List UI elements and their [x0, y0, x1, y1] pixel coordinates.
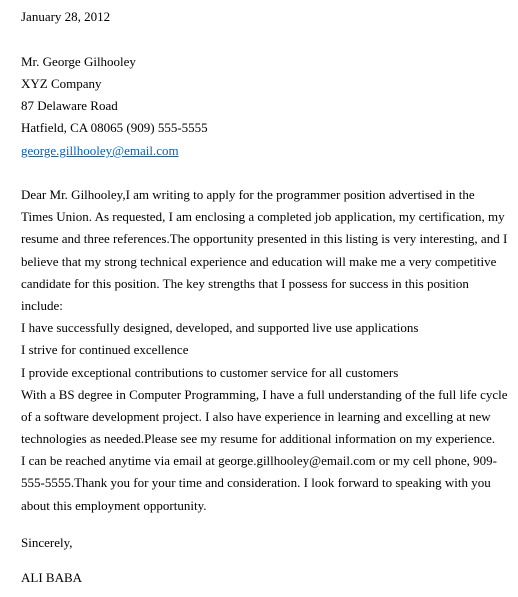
recipient-name: Mr. George Gilhooley	[21, 54, 136, 69]
recipient-city-phone: Hatfield, CA 08065 (909) 555-5555	[21, 120, 208, 135]
body-line: technologies as needed.Please see my resume for additional information on my experience.	[21, 431, 495, 447]
recipient-company: XYZ Company	[21, 76, 102, 91]
body-line: include:	[21, 297, 63, 313]
signature-name: ALI BABA	[21, 570, 83, 585]
body-line: about this employment opportunity.	[21, 497, 207, 513]
body-line: resume and three references.The opportunity presented in this listing is very interesting, and I	[21, 231, 508, 247]
body-line: of a software development project. I also have experience in learning and excelling at new	[21, 408, 491, 424]
body-line: 555-5555.Thank you for your time and consideration. I look forward to speaking with you	[21, 475, 491, 491]
body-line: Dear Mr. Gilhooley,I am writing to apply for the programmer position advertised in the	[21, 187, 475, 202]
body-line: I can be reached anytime via email at george.gillhooley@email.com or my cell phone, 909-	[21, 453, 497, 469]
letter-closing: Sincerely,	[21, 535, 73, 550]
body-line: candidate for this position. The key strengths that I possess for success in this position	[21, 275, 469, 291]
strength-item: I strive for continued excellence	[21, 342, 189, 358]
strength-item: I have successfully designed, developed, and supported live use applications	[21, 320, 419, 336]
body-line: believe that my strong technical experience and education will make me a very competitive	[21, 253, 497, 269]
strength-item: I provide exceptional contributions to customer service for all customers	[21, 364, 399, 380]
body-line: With a BS degree in Computer Programming, I have a full understanding of the full life cycle	[21, 386, 508, 402]
letter-date: January 28, 2012	[21, 9, 111, 24]
body-line: Times Union. As requested, I am enclosing a completed job application, my certification, my	[21, 209, 505, 225]
recipient-email-link[interactable]: george.gillhooley@email.com	[21, 143, 179, 158]
letter-body	[21, 184, 507, 517]
recipient-street: 87 Delaware Road	[21, 98, 118, 113]
